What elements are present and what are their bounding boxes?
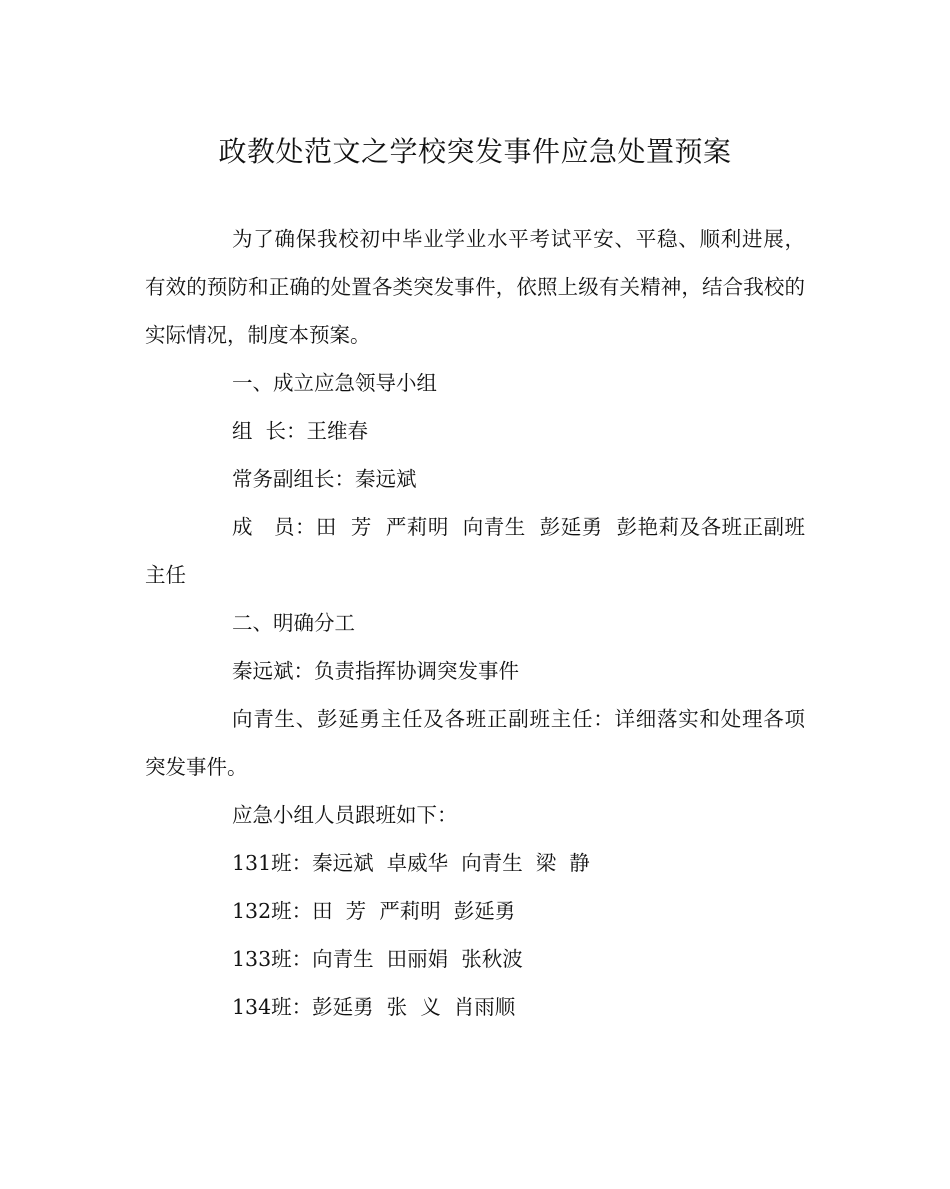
class-133-line: 133班：向青生 田丽娟 张秋波 [232, 947, 523, 971]
class-132-line: 132班：田 芳 严莉明 彭延勇 [232, 899, 516, 923]
section-heading-leadership-group: 一、成立应急领导小组 [232, 371, 437, 395]
page-title: 政教处范文之学校突发事件应急处置预案 [218, 135, 732, 168]
intro-paragraph: 为了确保我校初中毕业学业水平考试平安、平稳、顺利进展，有效的预防和正确的处置各类突发事件，依照上级有关精神，结合我校的实际情况，制度本预案。 [145, 227, 805, 347]
duty-paragraph-class-teachers: 向青生、彭延勇主任及各班正副班主任：详细落实和处理各项突发事件。 [145, 707, 805, 779]
duty-line-qin: 秦远斌：负责指挥协调突发事件 [232, 659, 519, 683]
class-assignment-intro: 应急小组人员跟班如下： [232, 803, 458, 827]
group-leader-line: 组 长：王维春 [232, 419, 369, 443]
members-paragraph: 成 员：田 芳 严莉明 向青生 彭延勇 彭艳莉及各班正副班主任 [145, 515, 805, 587]
class-134-line: 134班：彭延勇 张 义 肖雨顺 [232, 995, 516, 1019]
section-heading-division-of-labor: 二、明确分工 [232, 611, 355, 635]
deputy-leader-line: 常务副组长：秦远斌 [232, 467, 417, 491]
class-131-line: 131班：秦远斌 卓威华 向青生 梁 静 [232, 851, 590, 875]
document-body [145, 215, 805, 1031]
